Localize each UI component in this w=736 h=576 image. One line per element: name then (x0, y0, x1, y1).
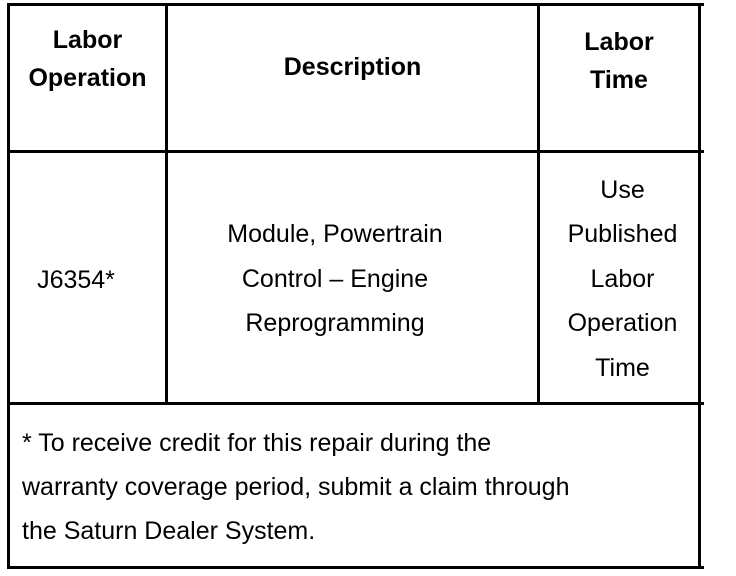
labor-operation-code: J6354* (37, 265, 115, 294)
row-divider (7, 402, 704, 405)
cell-description (168, 212, 502, 346)
description-line: Reprogramming (245, 309, 425, 338)
header-labor-operation-line2: Operation (28, 64, 147, 92)
header-divider (7, 150, 704, 153)
footnote-line: the Saturn Dealer System. (22, 517, 316, 545)
header-labor-operation-line1: Labor (52, 26, 123, 54)
cell-labor-time (540, 168, 705, 390)
labor-time-line: Labor (590, 264, 655, 293)
header-labor-time (540, 23, 698, 99)
header-description-label: Description (283, 53, 422, 81)
table-top-border (7, 3, 704, 6)
header-labor-time-line1: Labor (584, 28, 654, 56)
description-line: Module, Powertrain (227, 220, 443, 249)
labor-time-line: Use (600, 175, 645, 204)
labor-time-line: Operation (567, 309, 678, 338)
header-labor-time-line2: Time (590, 66, 648, 94)
header-labor-operation (10, 21, 165, 97)
footnote-line: warranty coverage period, submit a claim through (22, 473, 570, 501)
table-bottom-border (7, 566, 704, 569)
header-description (168, 47, 537, 87)
labor-time-line: Time (595, 353, 650, 382)
description-line: Control – Engine (241, 264, 429, 293)
labor-time-line: Published (567, 220, 678, 249)
footnote-line: * To receive credit for this repair during the (22, 429, 492, 457)
cell-labor-operation (10, 258, 142, 302)
